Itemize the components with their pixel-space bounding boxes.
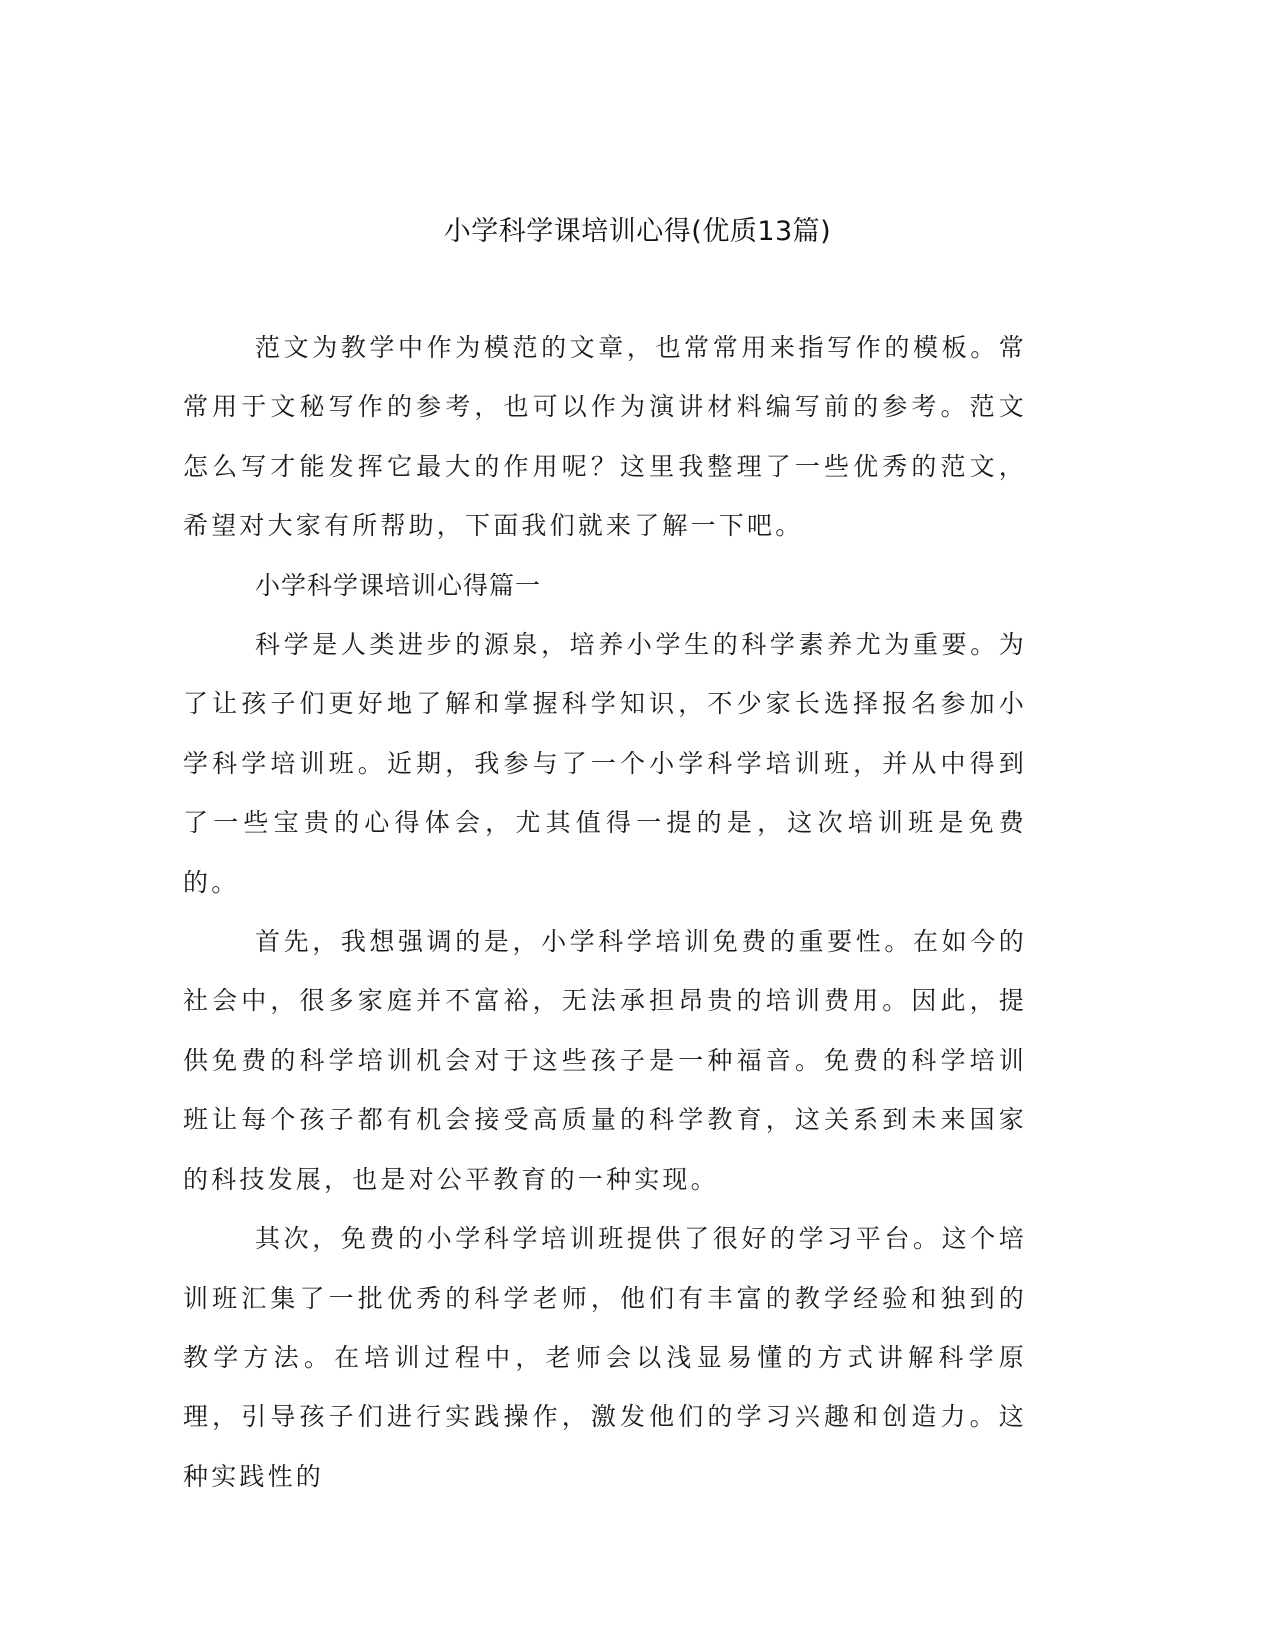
intro-paragraph: 范文为教学中作为模范的文章，也常常用来指写作的模板。常常用于文秘写作的参考，也可以作为演讲材料编写前的参考。范文怎么写才能发挥它最大的作用呢？这里我整理了一些优秀的范文，希望对大家有所帮助，下面我们就来了解一下吧。 <box>183 333 1027 541</box>
body-paragraph: 首先，我想强调的是，小学科学培训免费的重要性。在如今的社会中，很多家庭并不富裕，无法承担昂贵的培训费用。因此，提供免费的科学培训机会对于这些孩子是一种福音。免费的科学培训班让每个孩子都有机会接受高质量的科学教育，这关系到未来国家的科技发展，也是对公平教育的一种实现。 <box>183 927 1027 1194</box>
body-paragraph: 科学是人类进步的源泉，培养小学生的科学素养尤为重要。为了让孩子们更好地了解和掌握科学知识，不少家长选择报名参加小学科学培训班。近期，我参与了一个小学科学培训班，并从中得到了一些宝贵的心得体会，尤其值得一提的是，这次培训班是免费的。 <box>183 630 1027 897</box>
document-body <box>183 318 1027 1506</box>
section-heading: 小学科学课培训心得篇一 <box>255 570 542 600</box>
body-paragraph: 其次，免费的小学科学培训班提供了很好的学习平台。这个培训班汇集了一批优秀的科学老师，他们有丰富的教学经验和独到的教学方法。在培训过程中，老师会以浅显易懂的方式讲解科学原理，引导孩子们进行实践操作，激发他们的学习兴趣和创造力。这种实践性的 <box>183 1224 1027 1491</box>
document-title: 小学科学课培训心得(优质13篇) <box>443 216 832 247</box>
